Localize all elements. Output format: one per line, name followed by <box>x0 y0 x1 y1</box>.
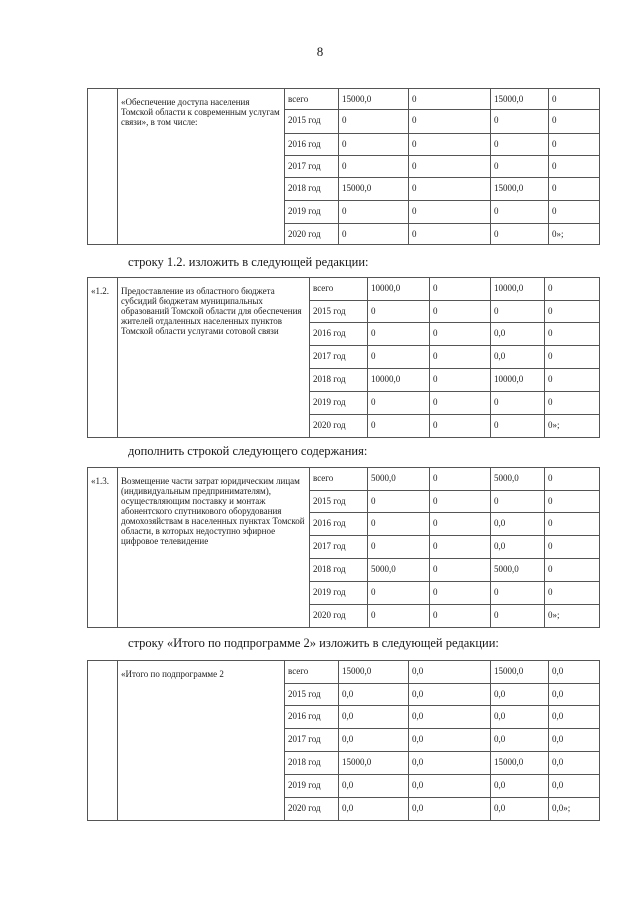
value-cell: 0,0 <box>491 346 545 369</box>
value-cell: 0,0 <box>339 684 409 706</box>
value-cell: 0,0 <box>409 752 491 775</box>
table-row <box>88 278 600 301</box>
row-description: «Итого по подпрограмме 2 <box>118 661 285 821</box>
period-cell: 2017 год <box>310 346 368 369</box>
value-cell: 0 <box>491 392 545 415</box>
period-cell: всего <box>310 278 368 301</box>
value-cell: 0 <box>368 491 430 513</box>
period-cell: 2020 год <box>310 605 368 628</box>
value-cell: 0,0 <box>491 798 549 821</box>
value-cell: 0,0»; <box>549 798 600 821</box>
value-cell: 0 <box>368 605 430 628</box>
value-cell: 5000,0 <box>491 468 545 491</box>
period-cell: 2020 год <box>310 415 368 438</box>
value-cell: 5000,0 <box>491 559 545 582</box>
value-cell: 0,0 <box>409 706 491 729</box>
value-cell: 0 <box>491 134 549 156</box>
period-cell: 2020 год <box>285 798 339 821</box>
value-cell: 0»; <box>549 224 600 245</box>
value-cell: 0 <box>491 201 549 224</box>
value-cell: 0,0 <box>549 706 600 729</box>
value-cell: 15000,0 <box>491 661 549 684</box>
period-cell: 2016 год <box>310 323 368 346</box>
value-cell: 0 <box>339 134 409 156</box>
period-cell: 2016 год <box>285 134 339 156</box>
value-cell: 0 <box>549 178 600 201</box>
row-number <box>88 661 118 821</box>
period-cell: 2019 год <box>285 775 339 798</box>
value-cell: 0 <box>430 491 491 513</box>
value-cell: 0,0 <box>409 729 491 752</box>
value-cell: 0,0 <box>491 729 549 752</box>
value-cell: 0,0 <box>339 798 409 821</box>
instruction-text: дополнить строкой следующего содержания: <box>128 444 368 458</box>
value-cell: 0,0 <box>549 729 600 752</box>
value-cell: 15000,0 <box>491 89 549 110</box>
value-cell: 0,0 <box>549 684 600 706</box>
period-cell: всего <box>285 89 339 110</box>
row-description: Возмещение части затрат юридическим лицам (индивидуальным предпринимателям), осуществляющим поставку и монтаж абонентского спутникового оборудования домохозяйствам в населенных пунктах Томской области, в которых недоступно эфирное цифровое телевидение <box>118 468 310 628</box>
value-cell: 0 <box>545 491 600 513</box>
period-cell: всего <box>310 468 368 491</box>
value-cell: 0,0 <box>409 798 491 821</box>
row-number: «1.3. <box>88 468 118 628</box>
value-cell: 0 <box>368 323 430 346</box>
value-cell: 0 <box>430 605 491 628</box>
value-cell: 0 <box>430 323 491 346</box>
instruction-text: строку «Итого по подпрограмме 2» изложить в следующей редакции: <box>128 636 499 650</box>
value-cell: 0,0 <box>409 661 491 684</box>
value-cell: 0 <box>491 605 545 628</box>
value-cell: 0 <box>549 201 600 224</box>
period-cell: 2017 год <box>285 729 339 752</box>
table-row <box>88 89 600 110</box>
value-cell: 0 <box>409 201 491 224</box>
row-number <box>88 89 118 245</box>
value-cell: 5000,0 <box>368 559 430 582</box>
value-cell: 0,0 <box>491 513 545 536</box>
value-cell: 10000,0 <box>491 369 545 392</box>
value-cell: 0 <box>409 134 491 156</box>
value-cell: 10000,0 <box>368 278 430 301</box>
value-cell: 0 <box>545 323 600 346</box>
page-number: 8 <box>316 44 324 59</box>
value-cell: 0,0 <box>491 323 545 346</box>
period-cell: 2017 год <box>310 536 368 559</box>
value-cell: 15000,0 <box>339 752 409 775</box>
value-cell: 0 <box>368 536 430 559</box>
value-cell: 0 <box>491 156 549 178</box>
value-cell: 15000,0 <box>491 752 549 775</box>
value-cell: 0 <box>430 301 491 323</box>
table-row <box>88 661 600 684</box>
value-cell: 0 <box>491 224 549 245</box>
value-cell: 0 <box>368 392 430 415</box>
value-cell: 0 <box>491 582 545 605</box>
value-cell: 10000,0 <box>491 278 545 301</box>
value-cell: 0,0 <box>549 775 600 798</box>
row-description: «Обеспечение доступа населения Томской области к современным услугам связи», в том числе: <box>118 89 285 245</box>
value-cell: 0 <box>430 559 491 582</box>
period-cell: 2017 год <box>285 156 339 178</box>
period-cell: 2016 год <box>285 706 339 729</box>
period-cell: 2019 год <box>310 392 368 415</box>
value-cell: 0 <box>409 224 491 245</box>
value-cell: 0,0 <box>339 706 409 729</box>
value-cell: 0 <box>549 110 600 134</box>
value-cell: 0 <box>339 201 409 224</box>
value-cell: 15000,0 <box>339 89 409 110</box>
value-cell: 0 <box>549 134 600 156</box>
value-cell: 0,0 <box>339 775 409 798</box>
value-cell: 0,0 <box>491 775 549 798</box>
value-cell: 0,0 <box>549 661 600 684</box>
period-cell: 2015 год <box>310 491 368 513</box>
value-cell: 0 <box>545 559 600 582</box>
value-cell: 0 <box>549 156 600 178</box>
value-cell: 0 <box>491 491 545 513</box>
period-cell: 2018 год <box>310 559 368 582</box>
period-cell: 2019 год <box>310 582 368 605</box>
value-cell: 0 <box>368 346 430 369</box>
value-cell: 0 <box>368 513 430 536</box>
value-cell: 0 <box>545 301 600 323</box>
row-number: «1.2. <box>88 278 118 438</box>
value-cell: 0,0 <box>339 729 409 752</box>
value-cell: 0 <box>339 110 409 134</box>
period-cell: 2018 год <box>285 752 339 775</box>
value-cell: 0 <box>545 369 600 392</box>
value-cell: 0 <box>545 278 600 301</box>
value-cell: 0 <box>430 513 491 536</box>
program-table-3 <box>87 467 600 628</box>
value-cell: 0,0 <box>491 684 549 706</box>
value-cell: 0 <box>491 415 545 438</box>
period-cell: 2020 год <box>285 224 339 245</box>
value-cell: 0,0 <box>491 536 545 559</box>
value-cell: 10000,0 <box>368 369 430 392</box>
value-cell: 0 <box>409 156 491 178</box>
value-cell: 0 <box>430 468 491 491</box>
value-cell: 0 <box>409 178 491 201</box>
value-cell: 0 <box>545 346 600 369</box>
value-cell: 0 <box>545 536 600 559</box>
value-cell: 0 <box>368 415 430 438</box>
value-cell: 0 <box>430 415 491 438</box>
value-cell: 0»; <box>545 605 600 628</box>
value-cell: 0,0 <box>409 684 491 706</box>
value-cell: 0,0 <box>491 706 549 729</box>
value-cell: 0 <box>339 156 409 178</box>
program-table-4 <box>87 660 600 821</box>
period-cell: 2015 год <box>285 110 339 134</box>
value-cell: 15000,0 <box>339 178 409 201</box>
period-cell: всего <box>285 661 339 684</box>
program-table-1 <box>87 88 600 245</box>
value-cell: 0 <box>549 89 600 110</box>
value-cell: 0 <box>409 110 491 134</box>
value-cell: 0 <box>430 278 491 301</box>
period-cell: 2016 год <box>310 513 368 536</box>
value-cell: 15000,0 <box>339 661 409 684</box>
value-cell: 5000,0 <box>368 468 430 491</box>
value-cell: 0 <box>430 582 491 605</box>
program-table-2 <box>87 277 600 438</box>
value-cell: 0,0 <box>409 775 491 798</box>
period-cell: 2018 год <box>285 178 339 201</box>
period-cell: 2015 год <box>285 684 339 706</box>
value-cell: 0 <box>545 392 600 415</box>
value-cell: 15000,0 <box>491 178 549 201</box>
value-cell: 0 <box>339 224 409 245</box>
value-cell: 0,0 <box>549 752 600 775</box>
value-cell: 0 <box>545 513 600 536</box>
table-row <box>88 468 600 491</box>
period-cell: 2019 год <box>285 201 339 224</box>
value-cell: 0 <box>491 301 545 323</box>
period-cell: 2018 год <box>310 369 368 392</box>
value-cell: 0 <box>368 582 430 605</box>
value-cell: 0 <box>430 369 491 392</box>
value-cell: 0 <box>545 582 600 605</box>
value-cell: 0 <box>409 89 491 110</box>
period-cell: 2015 год <box>310 301 368 323</box>
value-cell: 0 <box>430 536 491 559</box>
value-cell: 0 <box>491 110 549 134</box>
value-cell: 0»; <box>545 415 600 438</box>
value-cell: 0 <box>368 301 430 323</box>
value-cell: 0 <box>545 468 600 491</box>
value-cell: 0 <box>430 346 491 369</box>
row-description: Предоставление из областного бюджета субсидий бюджетам муниципальных образований Томской области для обеспечения жителей отдаленных населенных пунктов Томской области услугами сотовой связи <box>118 278 310 438</box>
instruction-text: строку 1.2. изложить в следующей редакции: <box>128 255 369 269</box>
value-cell: 0 <box>430 392 491 415</box>
